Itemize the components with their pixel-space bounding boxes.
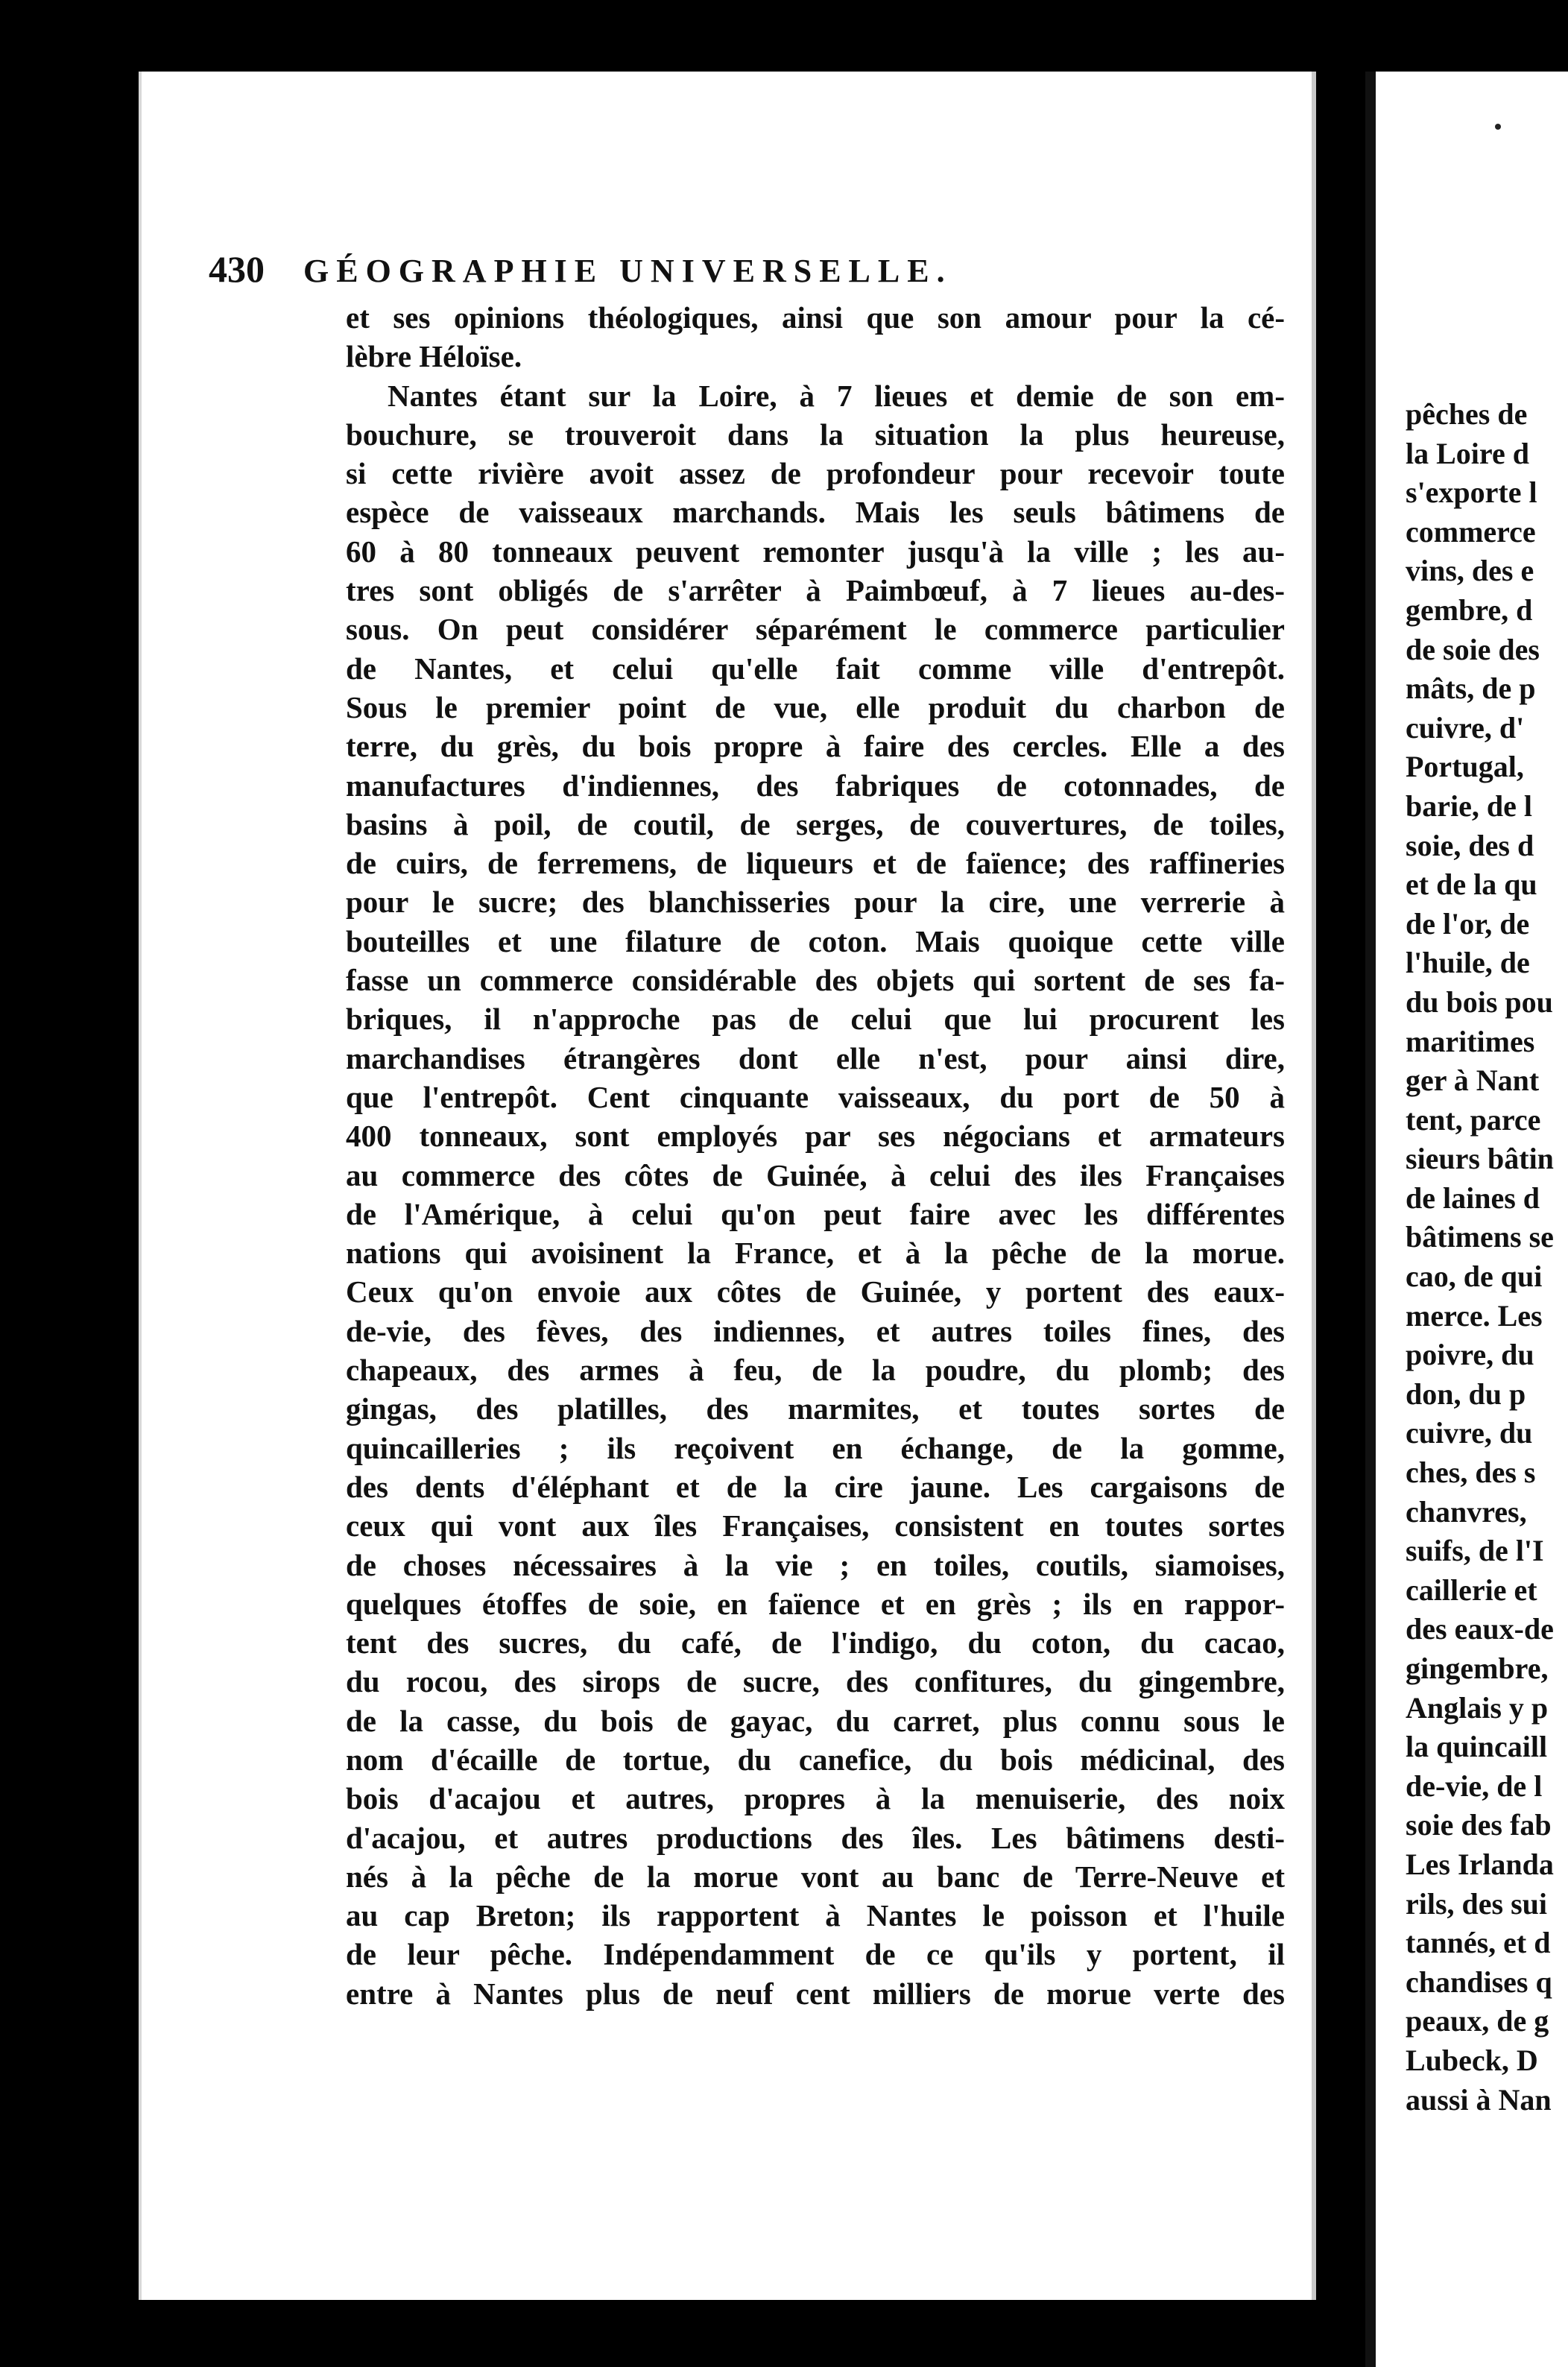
text-line: ceux qui vont aux îles Françaises, consistent en toutes sortes	[346, 1508, 1285, 1543]
text-line: ger à Nant	[1406, 1064, 1540, 1098]
text-line: pour le sucre; des blanchisseries pour la cire, une verrerie à	[346, 885, 1285, 920]
running-title: GÉOGRAPHIE UNIVERSELLE.	[303, 253, 952, 289]
text-line: chanvres,	[1406, 1494, 1527, 1529]
text-line: pêches de	[1406, 397, 1528, 431]
text-line: de l'Amérique, à celui qu'on peut faire avec les différentes	[346, 1196, 1285, 1231]
text-line: tres sont obligés de s'arrêter à Paimbœuf, à 7 lieues au-des-	[346, 573, 1285, 608]
text-line: de la casse, du bois de gayac, du carret, plus connu sous le	[346, 1703, 1285, 1738]
text-line: espèce de vaisseaux marchands. Mais les seuls bâtimens de	[346, 495, 1285, 530]
text-line: cao, de qui	[1406, 1260, 1543, 1294]
text-line: sieurs bâtin	[1406, 1142, 1554, 1176]
right-page-text	[1406, 395, 1568, 2120]
text-line: gingas, des platilles, des marmites, et toutes sortes de	[346, 1391, 1285, 1426]
text-line: d'acajou, et autres productions des îles. Les bâtimens desti-	[346, 1820, 1285, 1855]
text-line: gembre, d	[1406, 592, 1533, 627]
text-line: fasse un commerce considérable des objets qui sortent de ses fa-	[346, 963, 1285, 998]
text-line: 60 à 80 tonneaux peuvent remonter jusqu'à la ville ; les au-	[346, 534, 1285, 569]
text-line: s'exporte l	[1406, 475, 1537, 510]
running-head	[209, 247, 1170, 295]
text-line: si cette rivière avoit assez de profondeur pour recevoir toute	[346, 456, 1285, 491]
text-line: quelques étoffes de soie, en faïence et en grès ; ils en rappor-	[346, 1586, 1285, 1621]
text-line: que l'entrepôt. Cent cinquante vaisseaux, du port de 50 à	[346, 1079, 1285, 1114]
text-line: chapeaux, des armes à feu, de la poudre, du plomb; des	[346, 1353, 1285, 1388]
text-line: de-vie, des fèves, des indiennes, et autres toiles fines, des	[346, 1313, 1285, 1348]
text-line: la quincaill	[1406, 1730, 1548, 1764]
text-line: de laines d	[1406, 1181, 1540, 1215]
text-line: la Loire d	[1406, 436, 1529, 470]
text-line: des eaux-de	[1406, 1612, 1554, 1646]
text-line: et de la qu	[1406, 868, 1537, 902]
text-line: au cap Breton; ils rapportent à Nantes le poisson et l'huile	[346, 1898, 1285, 1933]
text-line: bouteilles et une filature de coton. Mais quoique cette ville	[346, 923, 1285, 958]
text-line: don, du p	[1406, 1377, 1526, 1411]
text-line: Anglais y p	[1406, 1690, 1549, 1725]
text-line: soie des fab	[1406, 1808, 1552, 1842]
text-line: chandises q	[1406, 1965, 1552, 1999]
text-line: briques, il n'approche pas de celui que lui procurent les	[346, 1002, 1285, 1037]
text-line: lèbre Héloïse.	[346, 339, 522, 374]
text-line: aussi à Nan	[1406, 2082, 1552, 2117]
text-line: des dents d'éléphant et de la cire jaune. Les cargaisons de	[346, 1469, 1285, 1504]
text-line: Portugal,	[1406, 750, 1524, 784]
text-line: caillerie et	[1406, 1573, 1537, 1607]
text-line: 400 tonneaux, sont employés par ses négocians et armateurs	[346, 1119, 1285, 1154]
text-line: manufactures d'indiennes, des fabriques de cotonnades, de	[346, 768, 1285, 803]
text-line: mâts, de p	[1406, 671, 1536, 706]
text-line: Les Irlanda	[1406, 1847, 1554, 1881]
text-line: nés à la pêche de la morue vont au banc de Terre-Neuve et	[346, 1859, 1285, 1894]
text-line: poivre, du	[1406, 1338, 1534, 1372]
text-line: de Nantes, et celui qu'elle fait comme ville d'entrepôt.	[346, 651, 1285, 686]
ink-speck	[1495, 124, 1501, 130]
text-line: de l'or, de	[1406, 906, 1530, 941]
text-line: peaux, de g	[1406, 2004, 1549, 2038]
text-line: Sous le premier point de vue, elle produit du charbon de	[346, 689, 1285, 724]
text-line: bois d'acajou et autres, propres à la menuiserie, des noix	[346, 1781, 1285, 1816]
text-line: ches, des s	[1406, 1456, 1536, 1490]
text-line: cuivre, du	[1406, 1416, 1533, 1450]
text-line: basins à poil, de coutil, de serges, de couvertures, de toiles,	[346, 806, 1285, 841]
text-line: gingembre,	[1406, 1652, 1549, 1685]
text-line: quincailleries ; ils reçoivent en échange, de la gomme,	[346, 1430, 1285, 1465]
page-number: 430	[209, 248, 265, 290]
text-line: de choses nécessaires à la vie ; en toiles, coutils, siamoises,	[346, 1547, 1285, 1582]
text-line: rils, des sui	[1406, 1886, 1548, 1921]
text-line: vins, des e	[1406, 554, 1534, 588]
text-line: l'huile, de	[1406, 946, 1530, 980]
text-line: barie, de l	[1406, 789, 1532, 823]
text-line: tent des sucres, du café, de l'indigo, du coton, du cacao,	[346, 1625, 1285, 1660]
text-line: de-vie, de l	[1406, 1769, 1543, 1803]
text-line: soie, des d	[1406, 828, 1534, 862]
text-line: commerce	[1406, 514, 1536, 549]
text-line: tannés, et d	[1406, 1926, 1551, 1960]
body-text	[346, 298, 1285, 2013]
text-line: merce. Les	[1406, 1298, 1543, 1333]
text-line: maritimes	[1406, 1024, 1535, 1058]
text-line: au commerce des côtes de Guinée, à celui des iles Françaises	[346, 1157, 1285, 1192]
text-line: et ses opinions théologiques, ainsi que son amour pour la cé-	[346, 300, 1285, 335]
text-line: de leur pêche. Indépendamment de ce qu'ils y portent, il	[346, 1937, 1285, 1972]
text-line: nations qui avoisinent la France, et à la pêche de la morue.	[346, 1236, 1285, 1271]
text-line: de soie des	[1406, 632, 1540, 666]
text-line: Lubeck, D	[1406, 2043, 1538, 2077]
text-line: Nantes étant sur la Loire, à 7 lieues et demie de son em-	[388, 378, 1285, 413]
text-line: du bois pou	[1406, 985, 1553, 1019]
text-line: entre à Nantes plus de neuf cent milliers de morue verte des	[346, 1976, 1285, 2011]
text-line: suifs, de l'I	[1406, 1534, 1544, 1568]
text-line: nom d'écaille de tortue, du canefice, du bois médicinal, des	[346, 1742, 1285, 1777]
text-line: cuivre, d'	[1406, 710, 1525, 745]
right-page-fragment	[1365, 72, 1568, 2367]
text-line: bâtimens se	[1406, 1220, 1554, 1254]
text-line: sous. On peut considérer séparément le commerce particulier	[346, 612, 1285, 647]
text-line: Ceux qu'on envoie aux côtes de Guinée, y portent des eaux-	[346, 1274, 1285, 1309]
text-line: terre, du grès, du bois propre à faire des cercles. Elle a des	[346, 729, 1285, 764]
text-line: de cuirs, de ferremens, de liqueurs et de faïence; des raffineries	[346, 846, 1285, 881]
text-line: du rocou, des sirops de sucre, des confitures, du gingembre,	[346, 1664, 1285, 1699]
text-line: bouchure, se trouveroit dans la situation la plus heureuse,	[346, 417, 1285, 452]
text-line: marchandises étrangères dont elle n'est, pour ainsi dire,	[346, 1040, 1285, 1075]
text-line: tent, parce	[1406, 1102, 1541, 1137]
